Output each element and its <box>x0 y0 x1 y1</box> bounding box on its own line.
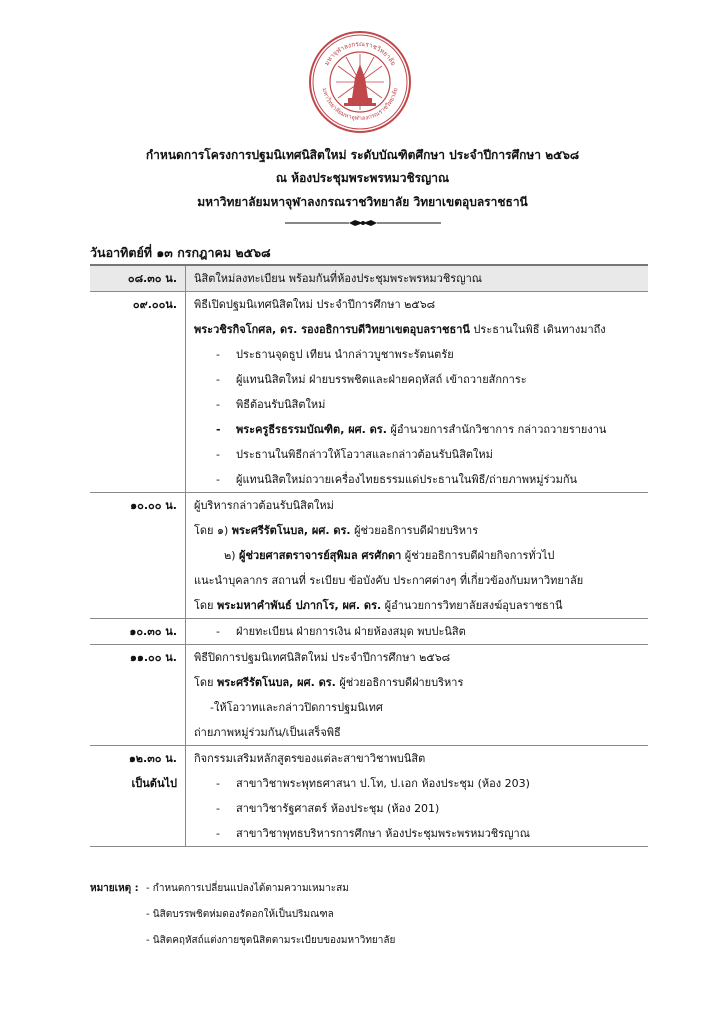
schedule-table <box>90 264 648 847</box>
university-seal-logo <box>308 30 412 134</box>
time-cell: ๐๘.๓๐ น. <box>127 272 177 285</box>
activity-line: โดย พระศรีรัตโนบล, ผศ. ดร. ผู้ช่วยอธิการบดีฝ่ายบริหาร <box>194 676 464 689</box>
activity-line: แนะนำบุคลากร สถานที่ ระเบียบ ข้อบังคับ ประกาศต่างๆ ที่เกี่ยวข้องกับมหาวิทยาลัย <box>194 574 584 587</box>
activity-line: โดย ๑) พระศรีรัตโนบล, ผศ. ดร. ผู้ช่วยอธิการบดีฝ่ายบริหาร <box>194 524 479 537</box>
note-item: - นิสิตบรรพชิตห่มดองรัดอกให้เป็นปริมณฑล <box>146 909 334 920</box>
bullet-item: - ผู้แทนนิสิตใหม่ถวายเครื่องไทยธรรมแด่ประธานในพิธี/ถ่ายภาพหมู่ร่วมกัน <box>216 473 578 486</box>
activity-line: ผู้บริหารกล่าวต้อนรับนิสิตใหม่ <box>194 499 334 512</box>
bullet-item: - พิธีต้อนรับนิสิตใหม่ <box>216 398 326 411</box>
time-cell: ๑๐.๐๐ น. <box>130 499 177 512</box>
svg-text:มหาจุฬาลงกรณราชวิทยาลัย: มหาจุฬาลงกรณราชวิทยาลัย <box>322 39 398 67</box>
bullet-item: - สาขาวิชาพระพุทธศาสนา ป.โท, ป.เอก ห้องประชุม (ห้อง 203) <box>216 777 530 790</box>
time-cell: ๑๐.๓๐ น. <box>129 625 177 638</box>
note-item: - นิสิตคฤหัสถ์แต่งกายชุดนิสิตตามระเบียบของมหาวิทยาลัย <box>146 935 396 946</box>
schedule-row <box>90 746 648 847</box>
activity-line: ๒) ผู้ช่วยศาสตราจารย์สุพิมล ศรศักดา ผู้ช่วยอธิการบดีฝ่ายกิจการทั่วไป <box>224 549 555 562</box>
bullet-item: - สาขาวิชาพุทธบริหารการศึกษา ห้องประชุมพระพรหมวชิรญาณ <box>216 827 530 840</box>
activity-line: พระวชิรกิจโกศล, ดร. รองอธิการบดีวิทยาเขตอุบลราชธานี ประธานในพิธี เดินทางมาถึง <box>194 323 606 336</box>
time-cell: ๑๒.๓๐ น. <box>128 752 177 765</box>
activity-line: พิธีเปิดปฐมนิเทศนิสิตใหม่ ประจำปีการศึกษา ๒๕๖๘ <box>194 298 436 311</box>
registration-text: นิสิตใหม่ลงทะเบียน พร้อมกันที่ห้องประชุมพระพรหมวชิรญาณ <box>194 272 482 285</box>
schedule-row <box>90 493 648 619</box>
notes-section <box>90 876 395 954</box>
bullet-item: - พระครูธีรธรรมบัณฑิต, ผศ. ดร. ผู้อำนวยการสำนักวิชาการ กล่าวถวายรายงาน <box>216 423 607 436</box>
activity-line: โดย พระมหาคำพันธ์ ปภากโร, ผศ. ดร. ผู้อำนวยการวิทยาลัยสงฆ์อุบลราชธานี <box>194 599 563 612</box>
bullet-item: - สาขาวิชารัฐศาสตร์ ห้องประชุม (ห้อง 201) <box>216 802 440 815</box>
ornament-divider <box>285 219 441 227</box>
document-title: กำหนดการโครงการปฐมนิเทศนิสิตใหม่ ระดับบัณฑิตศึกษา ประจำปีการศึกษา ๒๕๖๘ <box>145 148 580 162</box>
university-line: มหาวิทยาลัยมหาจุฬาลงกรณราชวิทยาลัย วิทยาเขตอุบลราชธานี <box>197 195 528 209</box>
bullet-item: -ให้โอวาทและกล่าวปิดการปฐมนิเทศ <box>210 701 383 714</box>
time-cell: ๐๙.๐๐น. <box>132 298 177 311</box>
bullet-item: - ฝ่ายทะเบียน ฝ่ายการเงิน ฝ่ายห้องสมุด พบปะนิสิต <box>216 625 466 638</box>
activity-line: กิจกรรมเสริมหลักสูตรของแต่ละสาขาวิชาพบนิสิต <box>194 752 426 765</box>
time-cell-suffix: เป็นต้นไป <box>131 777 177 790</box>
notes-label: หมายเหตุ : <box>90 883 139 894</box>
svg-text:มหาวิทยาลัยมหาจุฬาลงกรณราชวิทย: มหาวิทยาลัยมหาจุฬาลงกรณราชวิทยาลัย <box>320 87 400 123</box>
activity-line: ถ่ายภาพหมู่ร่วมกัน/เป็นเสร็จพิธี <box>194 726 341 739</box>
note-item: - กำหนดการเปลี่ยนแปลงได้ตามความเหมาะสม <box>146 883 349 894</box>
schedule-row <box>90 265 648 292</box>
activity-line: พิธีปิดการปฐมนิเทศนิสิตใหม่ ประจำปีการศึกษา ๒๕๖๘ <box>194 651 451 664</box>
schedule-row <box>90 619 648 645</box>
venue-line: ณ ห้องประชุมพระพรหมวชิรญาณ <box>275 171 450 185</box>
bullet-item: - ประธานจุดธูป เทียน นำกล่าวบูชาพระรัตนตรัย <box>216 348 454 361</box>
schedule-row <box>90 645 648 746</box>
day-heading: วันอาทิตย์ที่ ๑๓ กรกฎาคม ๒๕๖๘ <box>90 245 271 260</box>
time-cell: ๑๑.๐๐ น. <box>129 651 177 664</box>
schedule-row <box>90 292 648 493</box>
bullet-item: - ผู้แทนนิสิตใหม่ ฝ่ายบรรพชิตและฝ่ายคฤหัสถ์ เข้าถวายสักการะ <box>216 373 527 386</box>
bullet-item: - ประธานในพิธีกล่าวให้โอวาสและกล่าวต้อนรับนิสิตใหม่ <box>216 448 493 461</box>
